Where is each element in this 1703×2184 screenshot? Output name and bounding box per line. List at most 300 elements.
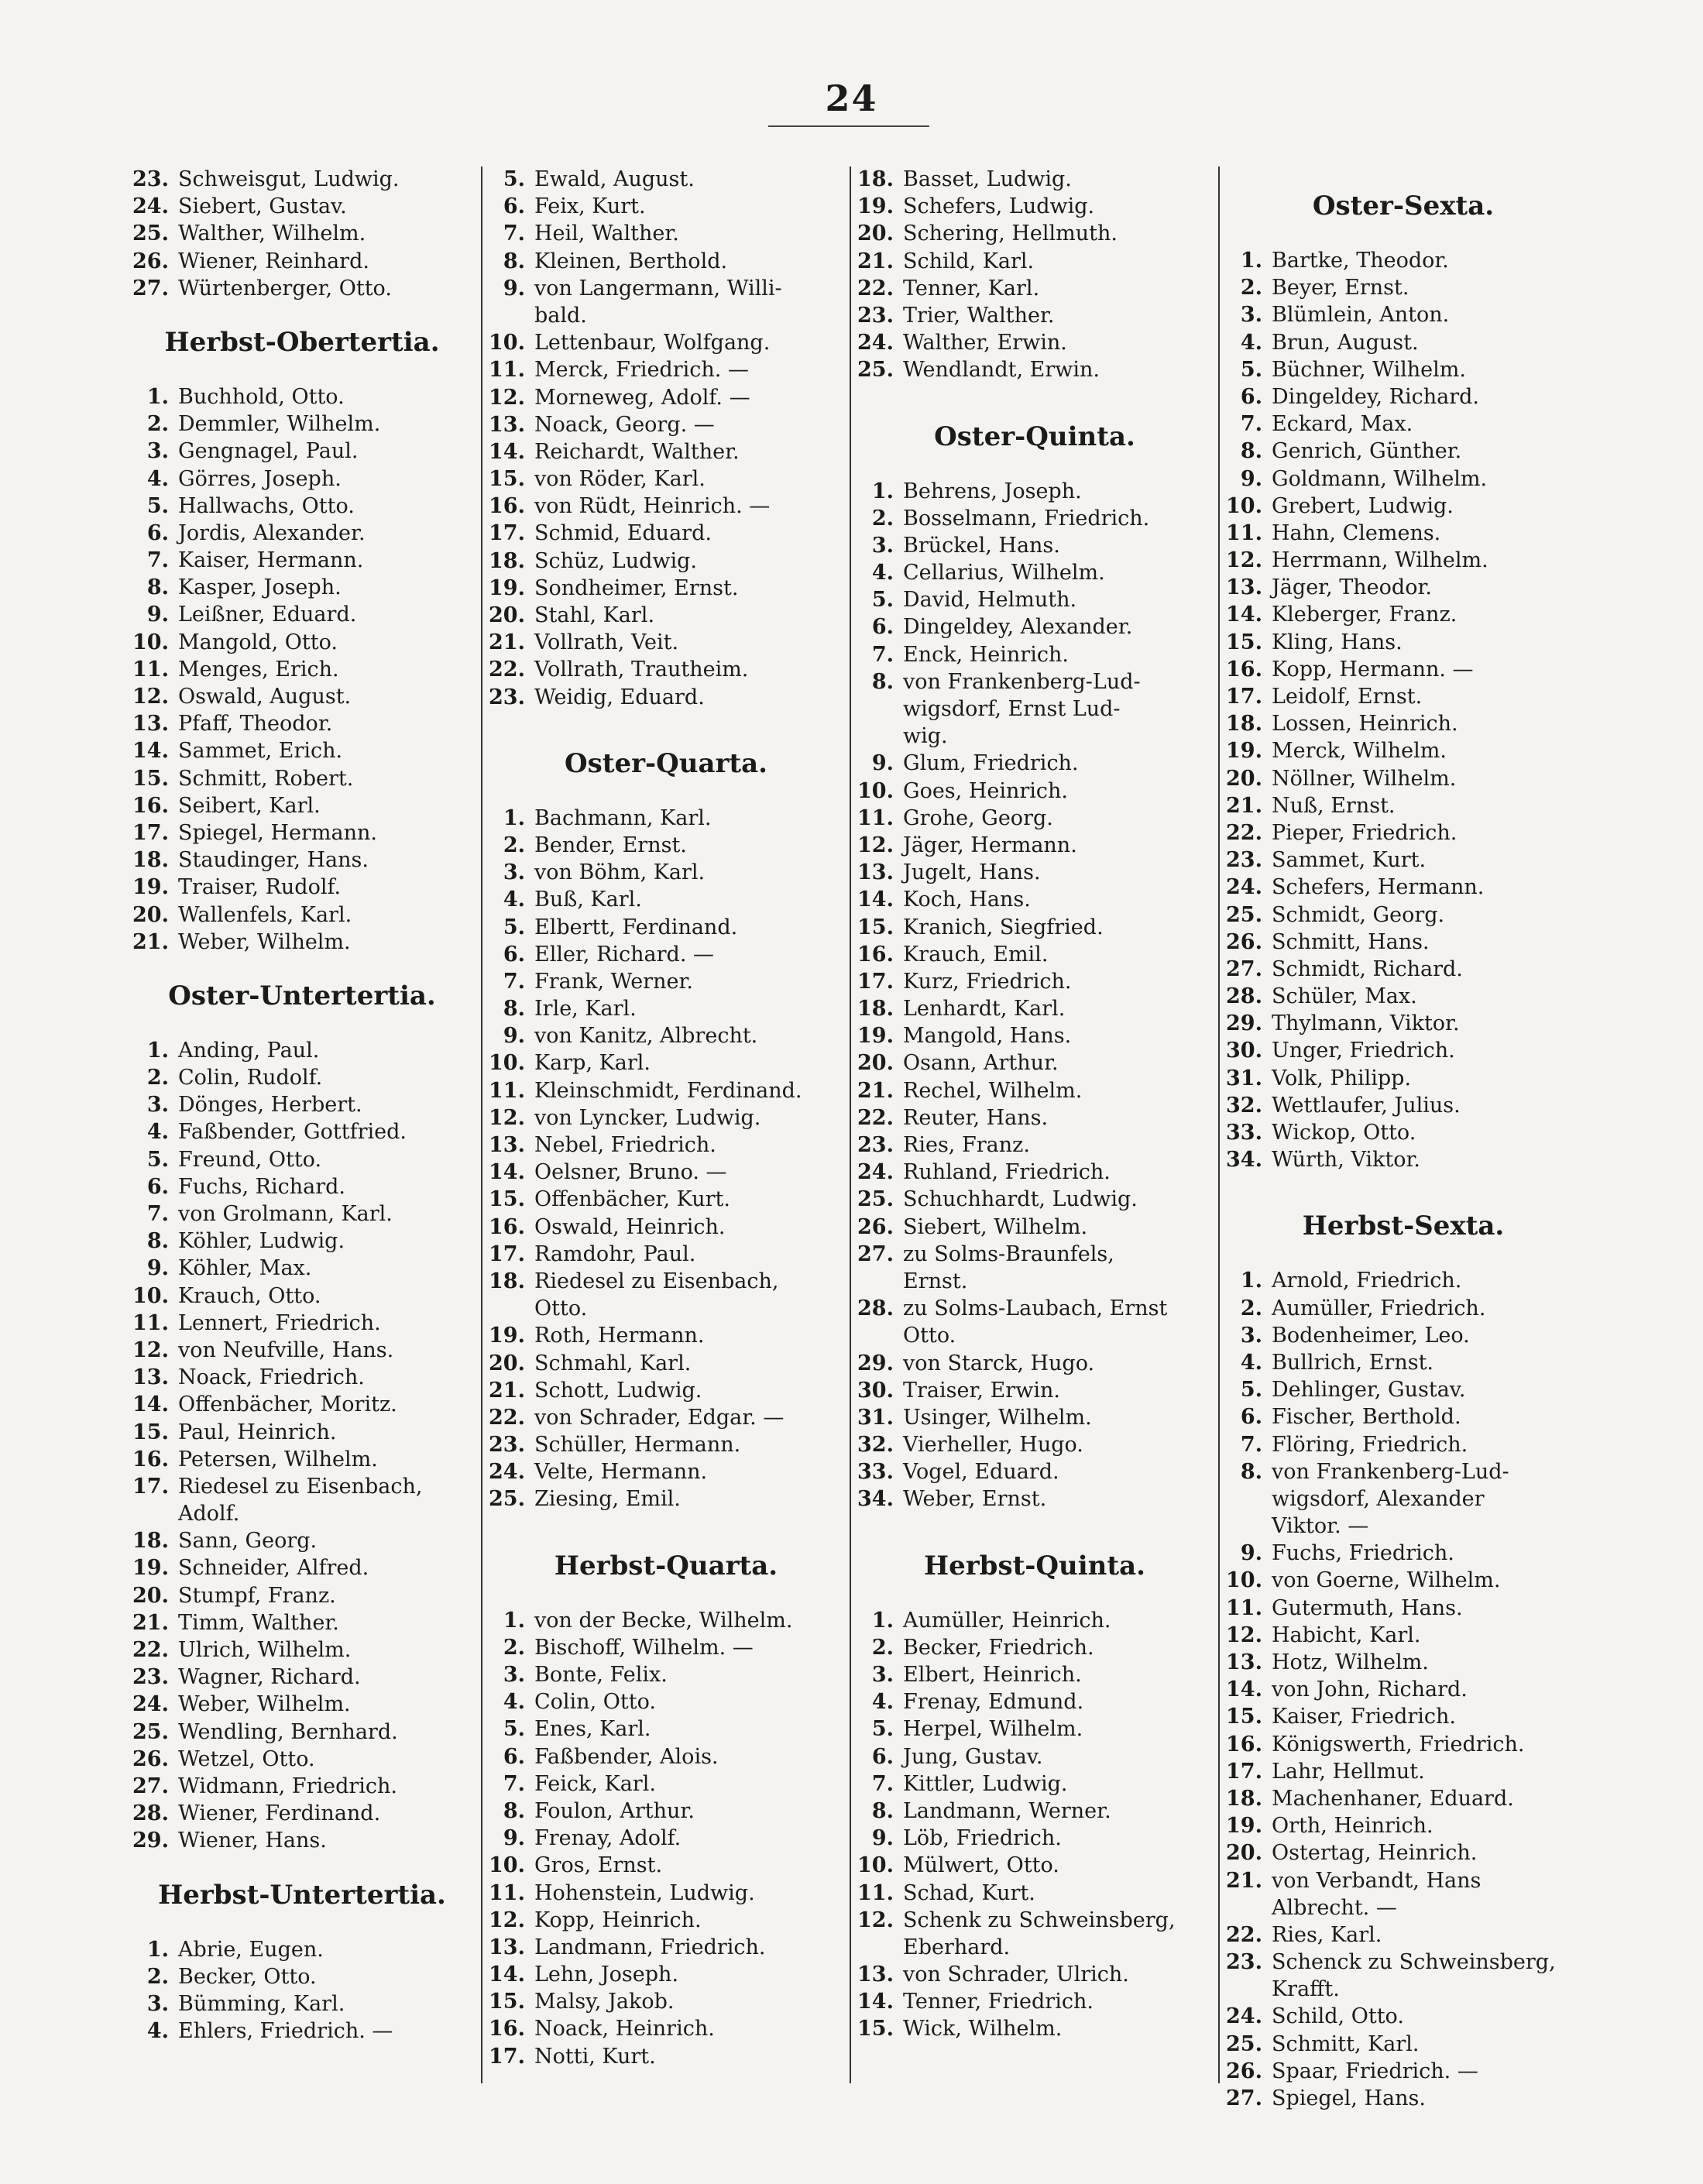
student-name: Buß, Karl.: [534, 888, 642, 912]
student-name: von Schrader, Ulrich.: [903, 1963, 1129, 1987]
list-item: [132, 1554, 472, 1581]
list-item: [488, 1322, 844, 1349]
entry-number: 16.: [132, 1447, 169, 1471]
entry-number: 25.: [489, 1487, 525, 1512]
list-item: [857, 1825, 1213, 1852]
student-name: Abrie, Eugen.: [178, 1937, 324, 1962]
page-number-rule: [768, 125, 929, 127]
entry-number: 23.: [1226, 848, 1262, 873]
student-name: Schenck zu Schweinsberg,: [1272, 1950, 1556, 1975]
list-item: [1225, 301, 1581, 328]
entry-number: 1.: [1240, 1269, 1262, 1293]
class-heading: Oster-Quarta.: [565, 747, 767, 779]
list-item: [857, 1431, 1213, 1458]
list-item: [857, 1907, 1213, 1934]
list-item: [857, 723, 1213, 750]
list-item: [132, 1173, 472, 1200]
entry-number: 17.: [132, 820, 169, 845]
student-name: Orth, Heinrich.: [1272, 1814, 1433, 1839]
list-item: [132, 574, 472, 601]
entry-number: 10.: [857, 778, 894, 803]
student-name: Foulon, Arthur.: [534, 1798, 695, 1823]
entry-number: 3.: [503, 860, 525, 885]
entry-number: 28.: [132, 1801, 169, 1826]
student-name: Trier, Walther.: [903, 303, 1055, 328]
list-item: [857, 1770, 1213, 1798]
student-name: Kittler, Ludwig.: [903, 1771, 1068, 1796]
student-name: Aumüller, Heinrich.: [903, 1608, 1111, 1633]
entry-number: 19.: [132, 875, 169, 900]
student-name: wig.: [903, 724, 948, 749]
student-name: Vogel, Eduard.: [903, 1460, 1059, 1485]
class-heading: Oster-Quinta.: [934, 421, 1135, 452]
column-1: [132, 166, 472, 2045]
student-name: Wiener, Reinhard.: [178, 249, 369, 273]
student-name: von Kanitz, Albrecht.: [534, 1024, 758, 1049]
entry-number: 22.: [489, 1405, 525, 1430]
list-item: [1225, 1540, 1581, 1567]
student-name: Reichardt, Walther.: [534, 439, 740, 464]
student-name: Heil, Walther.: [534, 221, 679, 246]
entry-number: 12.: [489, 1908, 525, 1932]
student-name: Offenbächer, Moritz.: [178, 1392, 397, 1417]
student-name: Hotz, Wilhelm.: [1272, 1650, 1429, 1674]
student-name: Osann, Arthur.: [903, 1051, 1059, 1076]
student-name: Walther, Wilhelm.: [178, 221, 366, 246]
student-name: Freund, Otto.: [178, 1147, 322, 1172]
list-item: [1225, 846, 1581, 874]
list-item: [132, 1419, 472, 1446]
student-name: Ries, Karl.: [1272, 1922, 1382, 1947]
entry-number: 24.: [857, 331, 894, 355]
list-item: [1225, 1403, 1581, 1430]
entry-number: 21.: [132, 929, 169, 954]
list-item: [857, 1988, 1213, 2015]
list-item: [1225, 2085, 1581, 2112]
student-name: Thylmann, Viktor.: [1272, 1011, 1460, 1036]
entry-number: 6.: [503, 942, 525, 967]
list-item: [1225, 1295, 1581, 1322]
student-name: Buchhold, Otto.: [178, 384, 345, 409]
list-item: [488, 493, 844, 520]
list-item: [1225, 1839, 1581, 1866]
student-name: Bodenheimer, Leo.: [1272, 1323, 1470, 1348]
student-name: Grohe, Georg.: [903, 805, 1053, 830]
list-item: [132, 1146, 472, 1173]
list-item: [857, 695, 1213, 723]
student-name: Otto.: [534, 1296, 588, 1321]
student-name: Colin, Rudolf.: [178, 1066, 323, 1090]
class-heading: Herbst-Quarta.: [554, 1550, 778, 1581]
entry-number: 23.: [857, 1133, 894, 1157]
entry-number: 7.: [146, 1202, 169, 1226]
entry-number: 6.: [146, 520, 169, 545]
student-name: Krafft.: [1272, 1977, 1340, 2002]
list-item: [1225, 465, 1581, 493]
student-name: Fuchs, Friedrich.: [1272, 1541, 1454, 1566]
list-item: [1225, 1513, 1581, 1540]
student-name: Becker, Otto.: [178, 1964, 317, 1989]
student-name: Schad, Kurt.: [903, 1880, 1035, 1905]
student-name: Vollrath, Veit.: [534, 630, 679, 655]
entry-number: 8.: [146, 575, 169, 600]
entry-number: 15.: [489, 1990, 525, 2014]
student-name: Mangold, Hans.: [903, 1024, 1072, 1049]
list-item: [488, 1798, 844, 1825]
entry-number: 14.: [1226, 603, 1262, 627]
list-item: [132, 1473, 472, 1500]
student-name: Noack, Friedrich.: [178, 1365, 365, 1390]
student-name: Notti, Kurt.: [534, 2044, 656, 2069]
student-name: Merck, Friedrich. —: [534, 358, 749, 383]
list-item: [857, 1798, 1213, 1825]
student-name: Hallwachs, Otto.: [178, 493, 355, 518]
entry-number: 27.: [857, 1241, 894, 1266]
list-item: [857, 248, 1213, 275]
list-item: [1225, 1376, 1581, 1403]
entry-number: 24.: [1226, 875, 1262, 900]
class-heading: Oster-Sexta.: [1312, 191, 1495, 221]
list-item: [132, 2017, 472, 2045]
student-name: Gengnagel, Paul.: [178, 439, 359, 464]
class-heading: Herbst-Sexta.: [1302, 1210, 1505, 1242]
student-name: Wallenfels, Karl.: [178, 902, 352, 927]
list-item: [488, 832, 844, 859]
entry-number: 23.: [132, 1665, 169, 1690]
list-item: [1225, 1949, 1581, 1976]
student-name: Oelsner, Bruno. —: [534, 1160, 727, 1185]
list-item: [1225, 1567, 1581, 1594]
student-name: bald.: [534, 303, 587, 328]
student-name: Nuß, Ernst.: [1272, 793, 1396, 818]
student-name: Spaar, Friedrich. —: [1272, 2059, 1478, 2083]
list-item: [488, 356, 844, 383]
entry-number: 9.: [871, 751, 894, 776]
list-item: [132, 846, 472, 874]
student-name: Bachmann, Karl.: [534, 805, 712, 830]
list-item: [488, 302, 844, 329]
entry-number: 15.: [132, 766, 169, 791]
student-name: Jäger, Theodor.: [1272, 575, 1432, 600]
student-name: Gros, Ernst.: [534, 1853, 663, 1878]
list-item: [132, 710, 472, 737]
list-item: [1225, 1622, 1581, 1649]
list-item: [132, 1091, 472, 1118]
entry-number: 31.: [857, 1405, 894, 1430]
list-item: [1225, 1649, 1581, 1676]
list-item: [132, 1582, 472, 1609]
spacer: [857, 384, 1213, 397]
list-item: [857, 478, 1213, 505]
student-name: Habicht, Karl.: [1272, 1623, 1421, 1647]
student-name: Wickop, Otto.: [1272, 1121, 1416, 1145]
entry-number: 10.: [489, 1051, 525, 1076]
student-name: von Böhm, Karl.: [534, 860, 706, 885]
entry-number: 27.: [132, 276, 169, 300]
student-name: Wiener, Ferdinand.: [178, 1801, 381, 1826]
list-item: [132, 1255, 472, 1282]
entry-number: 1.: [871, 479, 894, 503]
list-item: [1225, 329, 1581, 356]
list-item: [1225, 356, 1581, 383]
list-item: [488, 1049, 844, 1077]
list-item: [857, 586, 1213, 613]
list-item: [1225, 2031, 1581, 2058]
entry-number: 16.: [857, 942, 894, 967]
list-item: [488, 1241, 844, 1268]
student-name: Jäger, Hermann.: [903, 833, 1077, 857]
student-name: Traiser, Rudolf.: [178, 875, 342, 900]
list-item: [488, 805, 844, 832]
entry-number: 8.: [146, 1229, 169, 1254]
student-name: Noack, Georg. —: [534, 412, 715, 437]
entry-number: 3.: [146, 1991, 169, 2016]
list-item: [488, 1743, 844, 1770]
entry-number: 17.: [1226, 685, 1262, 709]
entry-number: 9.: [146, 603, 169, 627]
list-item: [1225, 1010, 1581, 1037]
student-name: Schmidt, Georg.: [1272, 902, 1445, 927]
list-item: [1225, 1037, 1581, 1064]
entry-number: 34.: [1226, 1148, 1262, 1173]
student-name: Kleinen, Berthold.: [534, 249, 728, 273]
student-name: Herrmann, Wilhelm.: [1272, 548, 1488, 573]
entry-number: 14.: [489, 1963, 525, 1987]
list-item: [857, 356, 1213, 383]
entry-number: 16.: [489, 2017, 525, 2041]
list-item: [857, 1322, 1213, 1349]
list-item: [857, 641, 1213, 668]
entry-number: 1.: [146, 1038, 169, 1063]
student-name: Leidolf, Ernst.: [1272, 685, 1423, 709]
entry-number: 25.: [132, 1719, 169, 1744]
entry-number: 5.: [503, 915, 525, 939]
student-name: Kopp, Hermann. —: [1272, 657, 1474, 682]
list-item: [488, 1350, 844, 1377]
student-name: Petersen, Wilhelm.: [178, 1447, 378, 1471]
student-name: Riedesel zu Eisenbach,: [534, 1269, 779, 1293]
entry-number: 1.: [503, 1608, 525, 1633]
list-item: [132, 1990, 472, 2017]
list-item: [1225, 493, 1581, 520]
list-item: [857, 2015, 1213, 2042]
list-item: [488, 1159, 844, 1186]
list-item: [132, 193, 472, 220]
student-name: Würth, Viktor.: [1272, 1148, 1421, 1173]
student-name: Elbert, Heinrich.: [903, 1663, 1082, 1687]
student-name: Schild, Karl.: [903, 249, 1035, 273]
list-item: [488, 166, 844, 193]
spacer: [488, 711, 844, 723]
list-item: [132, 248, 472, 275]
list-item: [488, 629, 844, 656]
student-name: zu Solms-Laubach, Ernst: [903, 1296, 1168, 1321]
list-item: [488, 1214, 844, 1241]
student-name: Beyer, Ernst.: [1272, 276, 1409, 300]
entry-number: 2.: [503, 1635, 525, 1660]
entry-number: 8.: [503, 997, 525, 1022]
entry-number: 18.: [132, 1529, 169, 1554]
student-name: Irle, Karl.: [534, 997, 637, 1022]
student-name: von Goerne, Wilhelm.: [1272, 1568, 1501, 1593]
entry-number: 27.: [1226, 2086, 1262, 2110]
student-name: Enes, Karl.: [534, 1717, 651, 1742]
list-item: [132, 1936, 472, 1963]
entry-number: 6.: [503, 1744, 525, 1769]
student-name: Ernst.: [903, 1269, 968, 1293]
student-name: Lennert, Friedrich.: [178, 1310, 381, 1335]
list-item: [1225, 792, 1581, 819]
list-item: [488, 1715, 844, 1743]
entry-number: 10.: [1226, 1568, 1262, 1593]
entry-number: 17.: [1226, 1759, 1262, 1784]
entry-number: 29.: [1226, 1011, 1262, 1036]
list-item: [132, 1118, 472, 1145]
list-item: [1225, 1267, 1581, 1294]
student-name: Krauch, Emil.: [903, 942, 1049, 967]
entry-number: 4.: [146, 466, 169, 491]
list-item: [857, 1715, 1213, 1743]
list-item: [857, 995, 1213, 1022]
student-name: Traiser, Erwin.: [903, 1378, 1060, 1403]
list-item: [1225, 874, 1581, 901]
student-name: Bonte, Felix.: [534, 1663, 668, 1687]
student-name: Ziesing, Emil.: [534, 1487, 681, 1512]
entry-number: 18.: [489, 1269, 525, 1293]
list-item: [857, 750, 1213, 777]
student-name: Lenhardt, Karl.: [903, 997, 1066, 1022]
list-item: [1225, 1595, 1581, 1622]
list-item: [857, 1634, 1213, 1661]
list-item: [488, 2043, 844, 2070]
student-name: Viktor. —: [1272, 1514, 1369, 1539]
student-name: Schenk zu Schweinsberg,: [903, 1908, 1176, 1932]
list-item: [132, 1691, 472, 1718]
entry-number: 7.: [871, 642, 894, 667]
entry-number: 13.: [489, 1935, 525, 1959]
entry-number: 17.: [489, 2044, 525, 2069]
student-name: von Rüdt, Heinrich. —: [534, 494, 771, 519]
entry-number: 7.: [871, 1771, 894, 1796]
student-name: von Frankenberg-Lud-: [903, 669, 1141, 694]
entry-number: 18.: [1226, 1786, 1262, 1811]
list-item: [857, 193, 1213, 220]
list-item: [488, 1961, 844, 1988]
entry-number: 5.: [146, 1147, 169, 1172]
student-name: Jordis, Alexander.: [178, 520, 366, 545]
student-name: von Schrader, Edgar. —: [534, 1405, 785, 1430]
list-item: [132, 1364, 472, 1391]
entry-number: 4.: [503, 888, 525, 912]
student-name: Spiegel, Hermann.: [178, 820, 377, 845]
entry-number: 26.: [1226, 929, 1262, 954]
list-item: [132, 220, 472, 247]
entry-number: 5.: [1240, 1378, 1262, 1403]
student-name: Feix, Kurt.: [534, 194, 646, 219]
student-name: Königswerth, Friedrich.: [1272, 1732, 1525, 1756]
entry-number: 25.: [132, 221, 169, 246]
entry-number: 14.: [489, 439, 525, 464]
list-item: [488, 465, 844, 493]
student-name: Köhler, Max.: [178, 1256, 312, 1281]
student-name: Weber, Wilhelm.: [178, 1692, 351, 1717]
student-name: Kaiser, Hermann.: [178, 548, 364, 573]
student-name: Sammet, Erich.: [178, 739, 343, 764]
student-name: Lettenbaur, Wolfgang.: [534, 331, 771, 355]
student-name: Landmann, Friedrich.: [534, 1935, 766, 1959]
student-name: Kleinschmidt, Ferdinand.: [534, 1078, 802, 1103]
column-divider: [481, 167, 482, 2083]
list-item: [857, 941, 1213, 968]
student-name: von Röder, Karl.: [534, 467, 706, 492]
list-item: [132, 819, 472, 846]
entry-number: 12.: [132, 685, 169, 709]
entry-number: 33.: [857, 1460, 894, 1485]
list-item: [132, 493, 472, 520]
student-name: Ulrich, Wilhelm.: [178, 1638, 352, 1662]
list-item: [488, 1131, 844, 1159]
list-item: [132, 1636, 472, 1664]
list-item: [132, 383, 472, 410]
student-name: Schüller, Hermann.: [534, 1433, 741, 1458]
student-name: Dönges, Herbert.: [178, 1093, 362, 1118]
student-name: Tenner, Friedrich.: [903, 1990, 1094, 2014]
entry-number: 6.: [1240, 384, 1262, 409]
list-item: [1225, 683, 1581, 710]
list-item: [488, 859, 844, 886]
student-name: Bischoff, Wilhelm. —: [534, 1635, 754, 1660]
entry-number: 26.: [132, 1746, 169, 1771]
list-item: [1225, 956, 1581, 983]
student-name: Sammet, Kurt.: [1272, 848, 1427, 873]
entry-number: 21.: [857, 1078, 894, 1103]
entry-number: 9.: [146, 1256, 169, 1281]
list-item: [857, 302, 1213, 329]
student-name: Faßbender, Alois.: [534, 1744, 719, 1769]
entry-number: 25.: [857, 358, 894, 383]
entry-number: 15.: [489, 467, 525, 492]
list-item: [488, 220, 844, 247]
list-item: [132, 1337, 472, 1364]
entry-number: 18.: [857, 167, 894, 191]
list-item: [1225, 765, 1581, 792]
list-item: [857, 1661, 1213, 1688]
list-item: [132, 1228, 472, 1255]
entry-number: 4.: [146, 1120, 169, 1145]
list-item: [857, 329, 1213, 356]
list-item: [488, 1661, 844, 1688]
entry-number: 4.: [1240, 1350, 1262, 1375]
list-item: [488, 1770, 844, 1798]
student-name: Demmler, Wilhelm.: [178, 412, 381, 437]
list-item: [488, 1880, 844, 1907]
list-item: [857, 1186, 1213, 1213]
list-item: [132, 1773, 472, 1800]
list-item: [857, 275, 1213, 302]
list-item: [857, 1404, 1213, 1431]
list-item: [132, 737, 472, 764]
entry-number: 9.: [503, 1024, 525, 1049]
student-name: Schild, Otto.: [1272, 2004, 1404, 2029]
list-item: [857, 668, 1213, 695]
list-item: [857, 1104, 1213, 1131]
student-name: Schering, Hellmuth.: [903, 221, 1118, 246]
entry-number: 15.: [1226, 1705, 1262, 1729]
student-name: Schweisgut, Ludwig.: [178, 167, 400, 191]
list-item: [488, 1634, 844, 1661]
student-name: Weber, Wilhelm.: [178, 929, 351, 954]
student-name: Leißner, Eduard.: [178, 603, 357, 627]
